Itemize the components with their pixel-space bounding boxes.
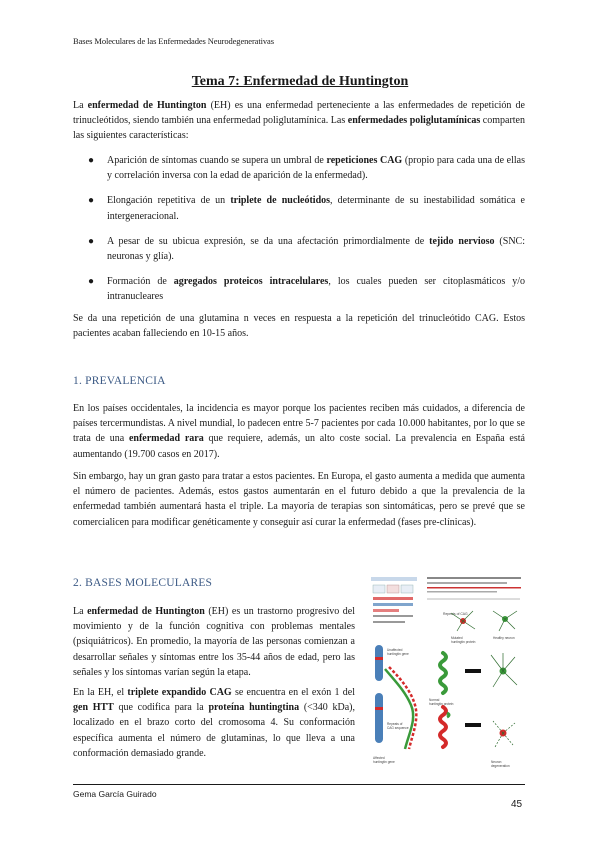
- text-run: En la EH, el: [73, 687, 128, 698]
- label-normal-protein: Normal huntingtin protein: [429, 698, 454, 706]
- sequence-legend-panel: [427, 577, 521, 599]
- text-run: Formación de: [107, 276, 174, 288]
- label-neuron-degeneration: Neuron degeneration: [491, 760, 510, 768]
- list-item: [88, 193, 525, 223]
- arrow-icon: [465, 669, 481, 727]
- page-number: 45: [511, 799, 523, 810]
- list-item: [88, 234, 525, 264]
- text-run: (SNC: neuronas y glía).: [107, 235, 525, 263]
- molecular-paragraph-1: [73, 604, 355, 680]
- text-run: La: [73, 100, 88, 111]
- text-run: que codifica para la: [113, 702, 209, 714]
- section-heading-bases-moleculares: 2. BASES MOLECULARES: [73, 577, 213, 589]
- bold-term: agregados proteicos intracelulares: [173, 276, 329, 288]
- bold-term: proteína huntingtina: [208, 702, 300, 714]
- label-repeats-top: Repeats of CAG: [443, 612, 468, 616]
- label-repeats-cag: Repeats of CAG sequence: [387, 722, 409, 730]
- summary-paragraph: Se da una repetición de una glutamina n veces en respuesta a la repetición del trinucleótido CAG. Estos pacientes acaban falleciendo en 10-15 años.: [73, 313, 525, 340]
- text-run: (propio para cada una de ellas y correlación inversa con la edad de aparición de la enfermedad).: [107, 155, 525, 182]
- label-affected-gene: Affected huntingtin gene: [373, 756, 395, 764]
- text-run: que requiere, además, un alto coste social. La prevalencia en España está aumentando (19.700 casos en 2017).: [73, 433, 525, 460]
- text-run: (EH) es una enfermedad perteneciente a las enfermedades de repetición de trinucleótidos, siendo también una enfermedad poliglutamínica. Las: [73, 100, 525, 127]
- text-run: La: [73, 606, 88, 617]
- section-heading-prevalencia: 1. PREVALENCIA: [73, 375, 166, 387]
- text-run: (<340 kDa), localizado en el brazo corto del cromosoma 4. Su conformación específica aumenta el número de glutaminas, lo que lleva a una conformación demasiado grande.: [73, 702, 355, 759]
- list-item: [88, 274, 525, 304]
- bold-term: gen HTT: [73, 702, 114, 714]
- text-run: comparten las siguientes características:: [73, 115, 525, 142]
- bold-term: repeticiones CAG: [326, 155, 403, 166]
- text-run: En los países occidentales, la incidencia es mayor porque los pacientes reciben más cuidados, a diferencia de países tercermundistas. A nivel mundial, lo padecen entre 5-7 pacientes por cada 10.000 habitantes, por lo que se trata de una: [73, 403, 525, 445]
- footer-author: Gema García Guirado: [73, 789, 157, 799]
- chromosome-icon: [375, 645, 383, 743]
- bold-term: enfermedad rara: [128, 433, 204, 445]
- text-run: Elongación repetitiva de un: [107, 195, 231, 207]
- text-run: Aparición de síntomas cuando se supera un umbral de: [107, 155, 327, 166]
- text-run: , los cuales pueden ser citoplasmáticos y/o intranucleares: [107, 276, 525, 303]
- text-run: (EH) es un trastorno progresivo del movimiento y de la función cognitiva con problemas mentales (psiquiátricos). En promedio, la mayoría de las personas comienzan a desarrollar señales y síntomas entre los 35-44 años de edad, pero las señales y los síntomas varían según la etapa.: [73, 606, 356, 678]
- list-item: [88, 153, 525, 183]
- bold-term: enfermedad de Huntington: [87, 100, 207, 111]
- bold-term: enfermedades poliglutamínicas: [347, 115, 481, 127]
- bold-term: enfermedad de Huntington: [87, 606, 205, 617]
- healthy-neuron-icon: [491, 653, 517, 687]
- bullet-icon: ●: [88, 235, 95, 247]
- label-mutated-protein: Mutated huntingtin protein: [451, 636, 476, 644]
- bullet-icon: ●: [88, 155, 95, 166]
- bullet-icon: ●: [88, 195, 95, 207]
- label-healthy-neuron: Healthy neuron: [493, 636, 515, 640]
- footer-rule: [73, 784, 525, 785]
- text-run: se encuentra en el exón 1 del: [231, 687, 355, 698]
- huntingtin-figure: [365, 573, 525, 778]
- label-unaffected-gene: Unaffected huntingtin gene: [387, 648, 409, 656]
- prevalence-paragraph-1: [73, 401, 525, 462]
- characteristics-list: [88, 153, 525, 305]
- bullet-icon: ●: [88, 276, 95, 288]
- page-title: Tema 7: Enfermedad de Huntington: [191, 74, 409, 89]
- intro-paragraph: [73, 98, 525, 144]
- running-header: Bases Moleculares de las Enfermedades Neurodegenerativas: [73, 36, 274, 46]
- text-run: A pesar de su ubicua expresión, se da una afectación primordialmente de: [107, 235, 430, 247]
- bold-term: triplete expandido CAG: [127, 687, 232, 698]
- molecular-paragraph-2: [73, 685, 355, 761]
- bold-term: tejido nervioso: [429, 235, 495, 247]
- cag-sequence-panel: [371, 577, 417, 623]
- dna-helix: [385, 667, 416, 749]
- mutant-protein-icon: [440, 707, 449, 747]
- text-run: , determinante de su inestabilidad somática e intergeneracional.: [107, 195, 525, 222]
- prevalence-paragraph-2: Sin embargo, hay un gran gasto para tratar a estos pacientes. En Europa, el gasto aumenta a medida que aumenta el número de pacientes. Además, estos gastos aumentarán en el futuro debido a que la prevalencia de la enfermedad también aumentará hasta el triple. La mayoría de terapias son sintomáticas, pero se prevé que se comercialicen para modificar genéticamente y conseguir así curar la enfermedad (fases pre-clínicas).: [73, 471, 525, 528]
- normal-protein-icon: [440, 653, 446, 693]
- neuron-icon: [493, 611, 517, 631]
- degenerating-neuron-icon: [493, 721, 515, 747]
- bold-term: triplete de nucleótidos: [230, 195, 331, 207]
